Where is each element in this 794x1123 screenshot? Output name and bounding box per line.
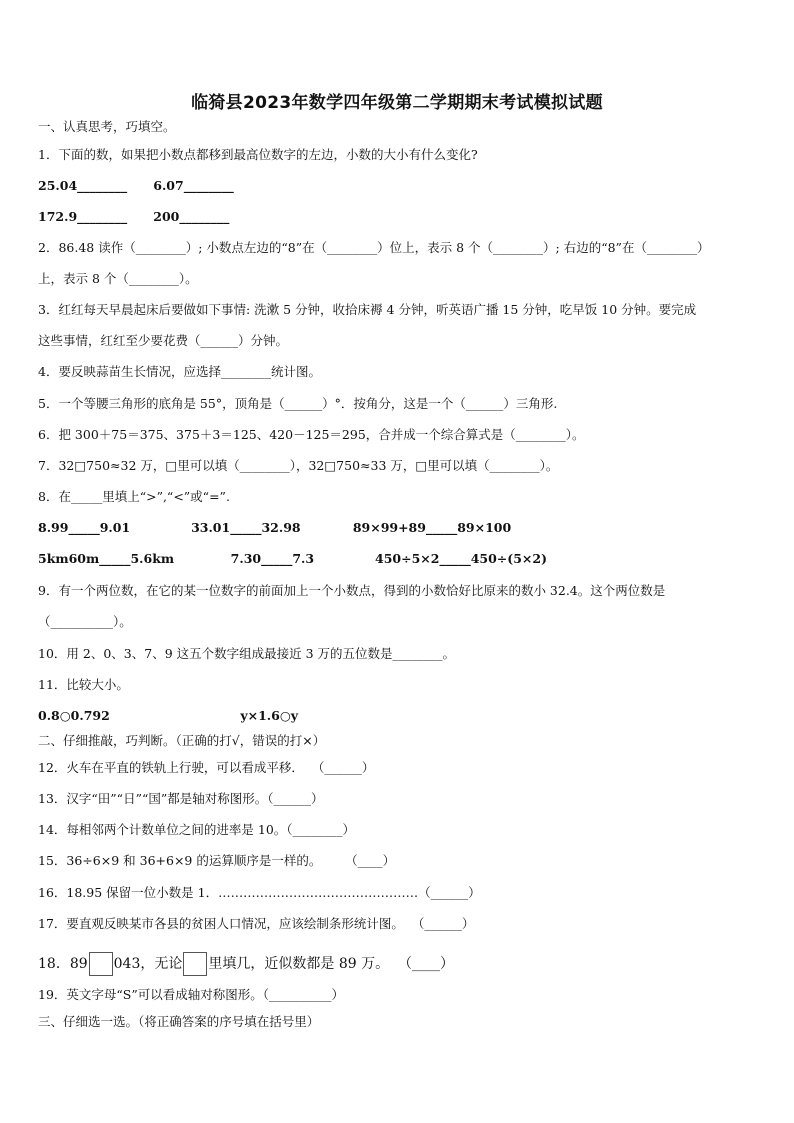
question-13: 13．汉字“田”“日”“国”都是轴对称图形。（______） <box>38 791 324 806</box>
question-9-cont: （__________）。 <box>38 614 132 629</box>
blank-box <box>183 952 207 976</box>
question-18-suffix: 里填几，近似数都是 89 万。 （____） <box>208 956 454 972</box>
question-17: 17．要直观反映某市各县的贫困人口情况，应该绘制条形统计图。 （______） <box>38 916 475 931</box>
question-8: 8．在_____里填上“>”,“<”或“=”. <box>38 489 230 504</box>
question-8-row-a: 8.99_____9.01 33.01_____32.98 89×99+89_____89×100 <box>38 520 512 535</box>
question-1-row-b: 172.9________ 200________ <box>38 209 230 224</box>
question-1: 1．下面的数，如果把小数点都移到最高位数字的左边，小数的大小有什么变化? <box>38 147 478 162</box>
question-2: 2．86.48 读作（________）; 小数点左边的“8”在（________）位上，表示 8 个（________）; 右边的“8”在（________） <box>38 240 710 255</box>
question-11: 11．比较大小。 <box>38 677 129 692</box>
question-5: 5．一个等腰三角形的底角是 55°，顶角是（______）°．按角分，这是一个（______）三角形. <box>38 396 558 411</box>
question-11-row: 0.8○0.792 y×1.6○y <box>38 708 299 723</box>
question-2-cont: 上，表示 8 个（________）。 <box>38 271 198 286</box>
question-4: 4．要反映蒜苗生长情况，应选择________统计图。 <box>38 364 321 379</box>
question-3-cont: 这些事情，红红至少要花费（______）分钟。 <box>38 333 289 348</box>
section-1-heading: 一、认真思考，巧填空。 <box>38 119 176 134</box>
question-12: 12．火车在平直的铁轨上行驶，可以看成平移． （______） <box>38 760 375 775</box>
question-8-row-b: 5km60m_____5.6km 7.30_____7.3 450÷5×2_____450÷(5×2) <box>38 551 547 566</box>
question-18 <box>38 952 454 976</box>
question-6: 6．把 300＋75＝375、375＋3＝125、420－125＝295，合并成一个综合算式是（________）。 <box>38 427 585 442</box>
page-title: 临猗县2023年数学四年级第二学期期末考试模拟试题 <box>191 93 603 113</box>
question-15: 15．36÷6×9 和 36+6×9 的运算顺序是一样的。 （____） <box>38 853 396 868</box>
question-14: 14．每相邻两个计数单位之间的进率是 10。（________） <box>38 822 356 837</box>
question-18-middle: 043，无论 <box>113 956 183 972</box>
section-2-heading: 二、仔细推敲，巧判断。（正确的打√，错误的打×） <box>38 733 326 748</box>
question-10: 10．用 2、0、3、7、9 这五个数字组成最接近 3 万的五位数是________。 <box>38 646 456 661</box>
question-3: 3．红红每天早晨起床后要做如下事情: 洗漱 5 分钟，收拾床褥 4 分钟，听英语广播 15 分钟，吃早饭 10 分钟。要完成 <box>38 302 697 317</box>
section-3-heading: 三、仔细选一选。（将正确答案的序号填在括号里） <box>38 1014 320 1029</box>
question-16: 16．18.95 保留一位小数是 1．…………………………………………（______） <box>38 885 481 900</box>
question-7: 7．32□750≈32 万，□里可以填（________），32□750≈33 万，□里可以填（________）。 <box>38 458 559 473</box>
question-1-row-a: 25.04________ 6.07________ <box>38 178 234 193</box>
question-9: 9．有一个两位数，在它的某一位数字的前面加上一个小数点，得到的小数恰好比原来的数小 32.4。这个两位数是 <box>38 583 666 598</box>
question-19: 19．英文字母“S”可以看成轴对称图形。（__________） <box>38 987 345 1002</box>
question-18-prefix: 18．89 <box>38 956 88 972</box>
blank-box <box>89 952 113 976</box>
